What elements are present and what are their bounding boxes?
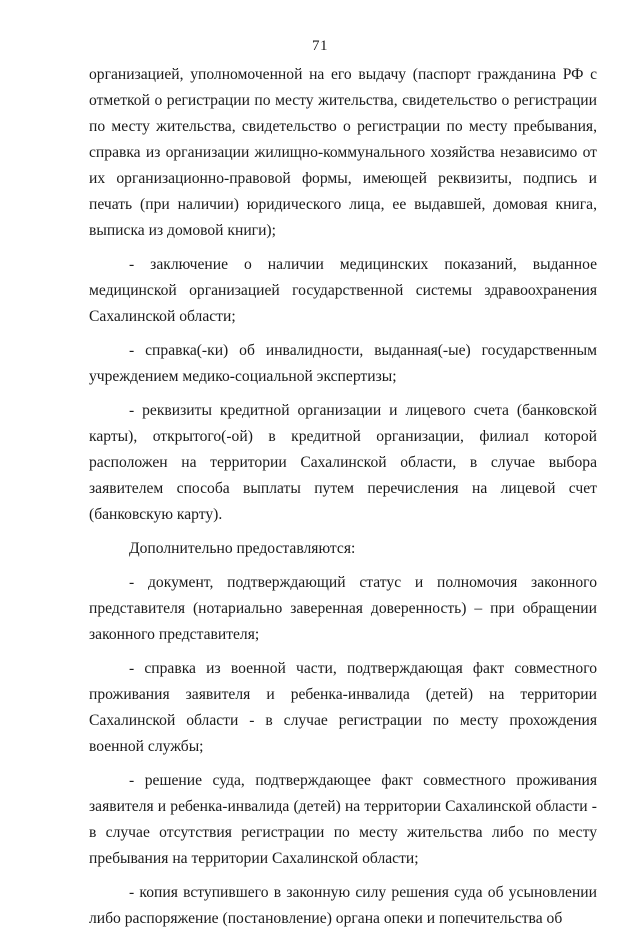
page-number: 71 <box>312 38 328 54</box>
list-item-court-decision: - решение суда, подтверждающее факт совместного проживания заявителя и ребенка-инвалида (детей) на территории Сахалинской области - в случае отсутствия регистрации по месту жительства либо по месту пребывания на территории Сахалинской области; <box>89 772 597 867</box>
paragraph-additional-heading: Дополнительно предоставляются: <box>129 540 356 557</box>
list-item-adoption-decision: - копия вступившего в законную силу решения суда об усыновлении либо распоряжение (постановление) органа опеки и попечительства об <box>89 884 597 927</box>
list-item-disability-certificate: - справка(-ки) об инвалидности, выданная(-ые) государственным учреждением медико-социальной экспертизы; <box>89 342 597 385</box>
list-item-military-certificate: - справка из военной части, подтверждающая факт совместного проживания заявителя и ребенка-инвалида (детей) на территории Сахалинской области - в случае регистрации по месту прохождения военной службы; <box>89 660 597 755</box>
document-body <box>89 62 597 940</box>
paragraph-continuation: организацией, уполномоченной на его выдачу (паспорт гражданина РФ с отметкой о регистрации по месту жительства, свидетельство о регистрации по месту жительства, свидетельство о регистрации по месту пребывания, справка из организации жилищно-коммунального хозяйства независимо от их организационно-правовой формы, имеющей реквизиты, подпись и печать (при наличии) юридического лица, ее выдавшей, домовая книга, выписка из домовой книги); <box>89 66 597 239</box>
list-item-medical-conclusion: - заключение о наличии медицинских показаний, выданное медицинской организацией государственной системы здравоохранения Сахалинской области; <box>89 256 597 325</box>
list-item-representative-document: - документ, подтверждающий статус и полномочия законного представителя (нотариально заверенная доверенность) – при обращении законного представителя; <box>89 574 597 643</box>
list-item-bank-details: - реквизиты кредитной организации и лицевого счета (банковской карты), открытого(-ой) в кредитной организации, филиал которой расположен на территории Сахалинской области, в случае выбора заявителем способа выплаты путем перечисления на лицевой счет (банковскую карту). <box>89 402 597 523</box>
